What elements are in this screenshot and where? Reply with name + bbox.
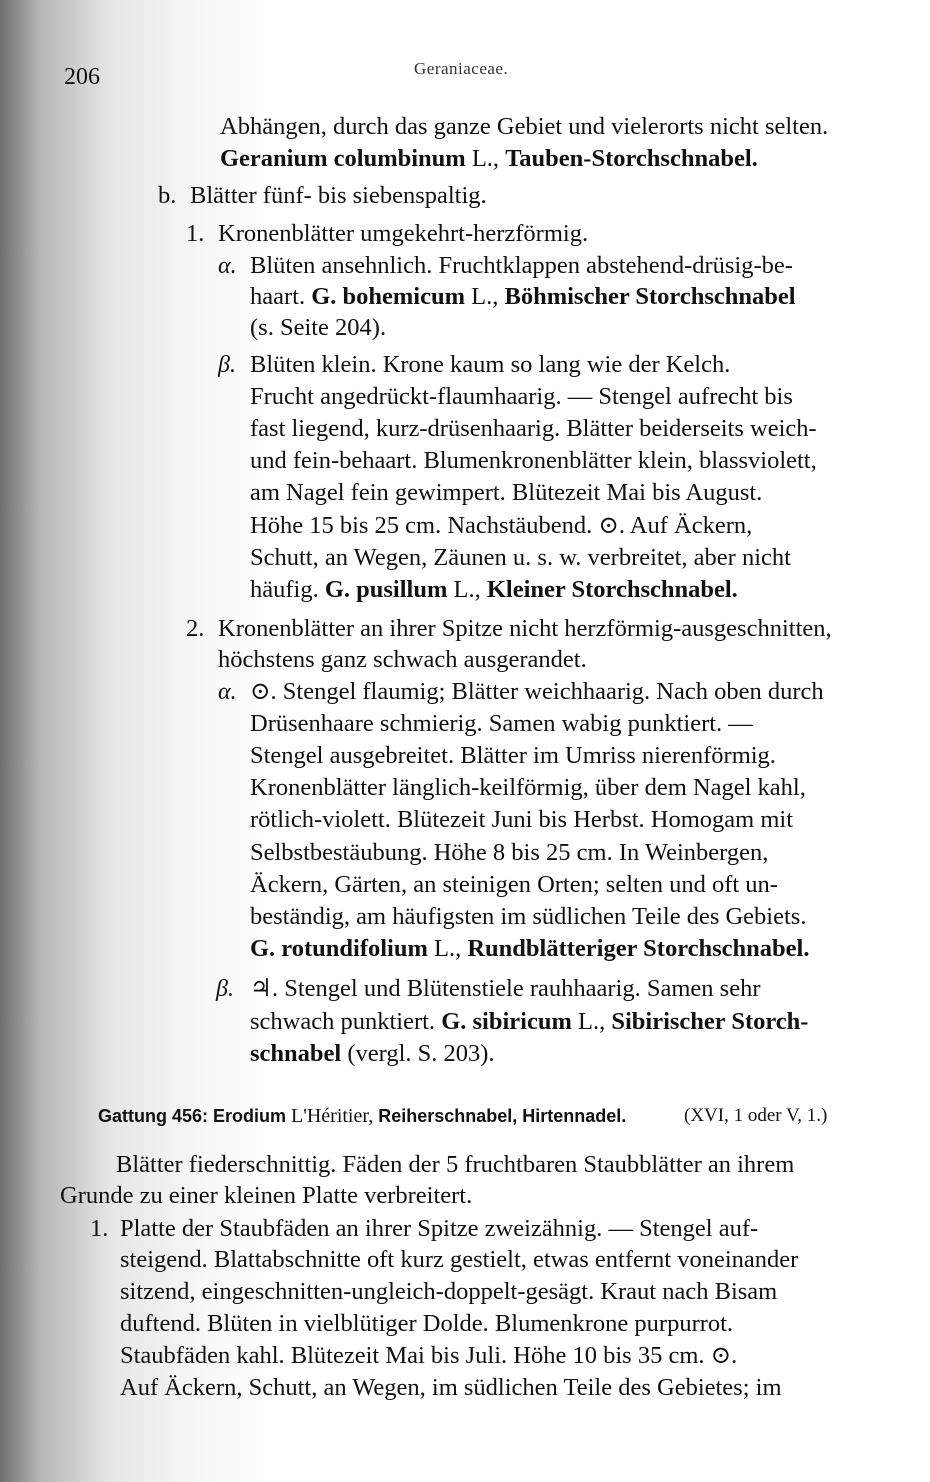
species-name: G. sibiricum	[441, 1008, 572, 1035]
genus-heading: Gattung 456: Erodium L'Héritier, Reiherschnabel, Hirtennadel.	[98, 1105, 627, 1127]
common-name: Böhmischer Storchschnabel	[504, 283, 796, 310]
text-line: Drüsenhaare schmierig. Samen wabig punktiert. —	[250, 710, 753, 737]
species-entry: häufig. G. pusillum L., Kleiner Storchschnabel.	[250, 576, 738, 603]
species-name: G. pusillum	[324, 576, 448, 603]
text-line: Auf Äckern, Schutt, an Wegen, im südlichen Teile des Gebietes; im	[120, 1374, 782, 1401]
subsection-marker: β.	[216, 976, 234, 1002]
common-name: Kleiner Storchschnabel.	[486, 576, 738, 603]
species-entry: schwach punktiert. G. sibiricum L., Sibirischer Storch-	[250, 1008, 809, 1035]
text-line: und fein-behaart. Blumenkronenblätter klein, blassviolett,	[250, 447, 817, 474]
text-line: fast liegend, kurz-drüsenhaarig. Blätter beiderseits weich-	[250, 415, 817, 442]
text-line: Kronenblätter umgekehrt-herzförmig.	[218, 220, 589, 247]
text-line: Grunde zu einer kleinen Platte verbreitert.	[60, 1182, 473, 1209]
text-line: Abhängen, durch das ganze Gebiet und vielerorts nicht selten.	[220, 113, 829, 140]
section-marker: b.	[158, 182, 177, 209]
species-name: Geranium columbinum	[220, 145, 466, 172]
subsection-marker: α.	[218, 679, 237, 705]
text-line: Kronenblätter an ihrer Spitze nicht herzförmig-ausgeschnitten,	[218, 615, 832, 642]
item-number: 1.	[90, 1215, 109, 1242]
text-line: rötlich-violett. Blütezeit Juni bis Herbst. Homogam mit	[250, 806, 794, 833]
item-number: 2.	[186, 615, 205, 642]
genus-label: Gattung 456: Erodium	[98, 1106, 287, 1126]
species-entry: haart. G. bohemicum L., Böhmischer Storchschnabel	[250, 283, 796, 310]
species-name: G. rotundifolium	[250, 935, 428, 962]
text-line: Blätter fiederschnittig. Fäden der 5 fruchtbaren Staubblätter an ihrem	[116, 1151, 795, 1178]
subsection-marker: α.	[218, 253, 237, 279]
common-name: Sibirischer Storch-	[611, 1008, 809, 1035]
common-name: schnabel	[250, 1040, 342, 1067]
text-line: (s. Seite 204).	[250, 314, 387, 341]
text-line: Blüten klein. Krone kaum so lang wie der Kelch.	[250, 351, 731, 378]
species-entry: Geranium columbinum L., Tauben-Storchschnabel.	[220, 145, 758, 172]
text-line: Kronenblätter länglich-keilförmig, über dem Nagel kahl,	[250, 774, 806, 801]
text-line: Höhe 15 bis 25 cm. Nachstäubend. ⊙. Auf Äckern,	[250, 512, 753, 539]
text-line: sitzend, eingeschnitten-ungleich-doppelt-gesägt. Kraut nach Bisam	[120, 1278, 778, 1305]
text-line: Platte der Staubfäden an ihrer Spitze zweizähnig. — Stengel auf-	[120, 1215, 759, 1242]
common-name: Rundblätteriger Storchschnabel.	[467, 935, 810, 962]
genus-common-name: Reiherschnabel, Hirtennadel.	[378, 1106, 627, 1126]
text-line: ♃. Stengel und Blütenstiele rauhhaarig. Samen sehr	[250, 975, 761, 1002]
page-number: 206	[64, 64, 100, 90]
text-line: steigend. Blattabschnitte oft kurz gestielt, etwas entfernt voneinander	[120, 1246, 799, 1273]
common-name: Tauben-Storchschnabel.	[505, 145, 758, 172]
text-line: Stengel ausgebreitet. Blätter im Umriss nierenförmig.	[250, 742, 776, 769]
subsection-marker: β.	[218, 352, 236, 378]
text-line: Blätter fünf- bis siebenspaltig.	[190, 182, 487, 209]
text-line: Selbstbestäubung. Höhe 8 bis 25 cm. In Weinbergen,	[250, 839, 769, 866]
text-line: Frucht angedrückt-flaumhaarig. — Stengel aufrecht bis	[250, 383, 793, 410]
text-line: am Nagel fein gewimpert. Blütezeit Mai bis August.	[250, 479, 763, 506]
species-entry: G. rotundifolium L., Rundblätteriger Storchschnabel.	[250, 935, 810, 962]
species-name: G. bohemicum	[311, 283, 466, 310]
text-line: Äckern, Gärten, an steinigen Orten; selten und oft un-	[250, 871, 778, 898]
text-line: höchstens ganz schwach ausgerandet.	[218, 646, 587, 673]
text-line: duftend. Blüten in vielblütiger Dolde. Blumenkrone purpurrot.	[120, 1310, 734, 1337]
text-line: beständig, am häufigsten im südlichen Teile des Gebiets.	[250, 903, 807, 930]
text-line: Schutt, an Wegen, Zäunen u. s. w. verbreitet, aber nicht	[250, 544, 791, 571]
text-line: schnabel (vergl. S. 203).	[250, 1040, 495, 1067]
text-line: ⊙. Stengel flaumig; Blätter weichhaarig. Nach oben durch	[250, 678, 824, 705]
linnaean-class: (XVI, 1 oder V, 1.)	[684, 1105, 828, 1126]
text-line: Staubfäden kahl. Blütezeit Mai bis Juli. Höhe 10 bis 35 cm. ⊙.	[120, 1342, 738, 1369]
text-line: Blüten ansehnlich. Fruchtklappen abstehend-drüsig-be-	[250, 252, 793, 279]
running-title: Geraniaceae.	[414, 59, 509, 78]
item-number: 1.	[186, 220, 205, 247]
